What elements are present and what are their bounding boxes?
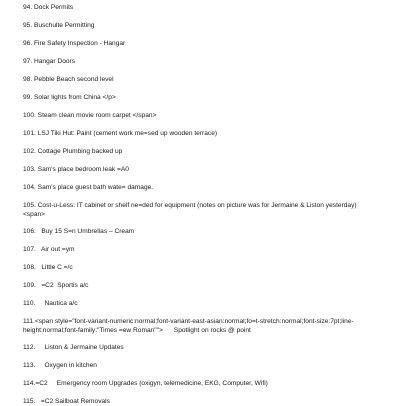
list-item: 114.=C2 Emergency room Upgrades (oxigyn, telemedicine, EKG, Computer, Wifi) (23, 380, 268, 387)
list-item: 100. Steam clean movie room carpet </span> (23, 112, 157, 119)
list-item: 104. Sam's place guest bath wate= damage. (23, 184, 154, 191)
list-item: 112. Liston & Jermaine Updates (23, 344, 124, 351)
list-item: 105. Cost-u-Less: IT cabinet or shelf ne=ded for equipment (notes on picture was for Jermaine & Liston yesterday) <span> (23, 202, 357, 218)
list-item: 108. Little C =/c (23, 264, 73, 271)
list-item: 96. Fire Safety Inspection - Hangar (23, 40, 126, 47)
list-item: 113. Oxygen in kitchen (23, 362, 97, 369)
list-item: 115. =C2 Sailboat Removals (23, 398, 110, 405)
list-item: 107. Air out =ym (23, 246, 75, 253)
list-item: 101. LSJ Tiki Hut: Paint (cement work me=sed up wooden terrace) (23, 130, 218, 137)
list-item: 97. Hangar Doors (23, 58, 76, 65)
list-item: 109. =C2 Sportis a/c (23, 282, 89, 289)
list-item: 106. Buy 15 S=n Umbrellas – Cream (23, 228, 135, 235)
list-item: 94. Dock Permits (23, 4, 74, 11)
list-item: 103. Sam's place bedroom leak =A0 (23, 166, 129, 173)
list-item: 95. Buschulte Permitting (23, 22, 95, 29)
list-item: 111.<span style="font-variant-numeric:normal;font-variant-east-asian:normal;fo=t-stretch:normal;font-size:7pt;line-height:normal;font-family:"Times =ew Roman""> Spotlight on rocks @ point (23, 318, 354, 334)
list-item: 110. Nautica a/c (23, 300, 78, 307)
list-item: 98. Pebble Beach second level (23, 76, 114, 83)
list-item: 99. Solar lights from China </p> (23, 94, 116, 101)
list-item: 102. Cottage Plumbing backed up (23, 148, 123, 155)
